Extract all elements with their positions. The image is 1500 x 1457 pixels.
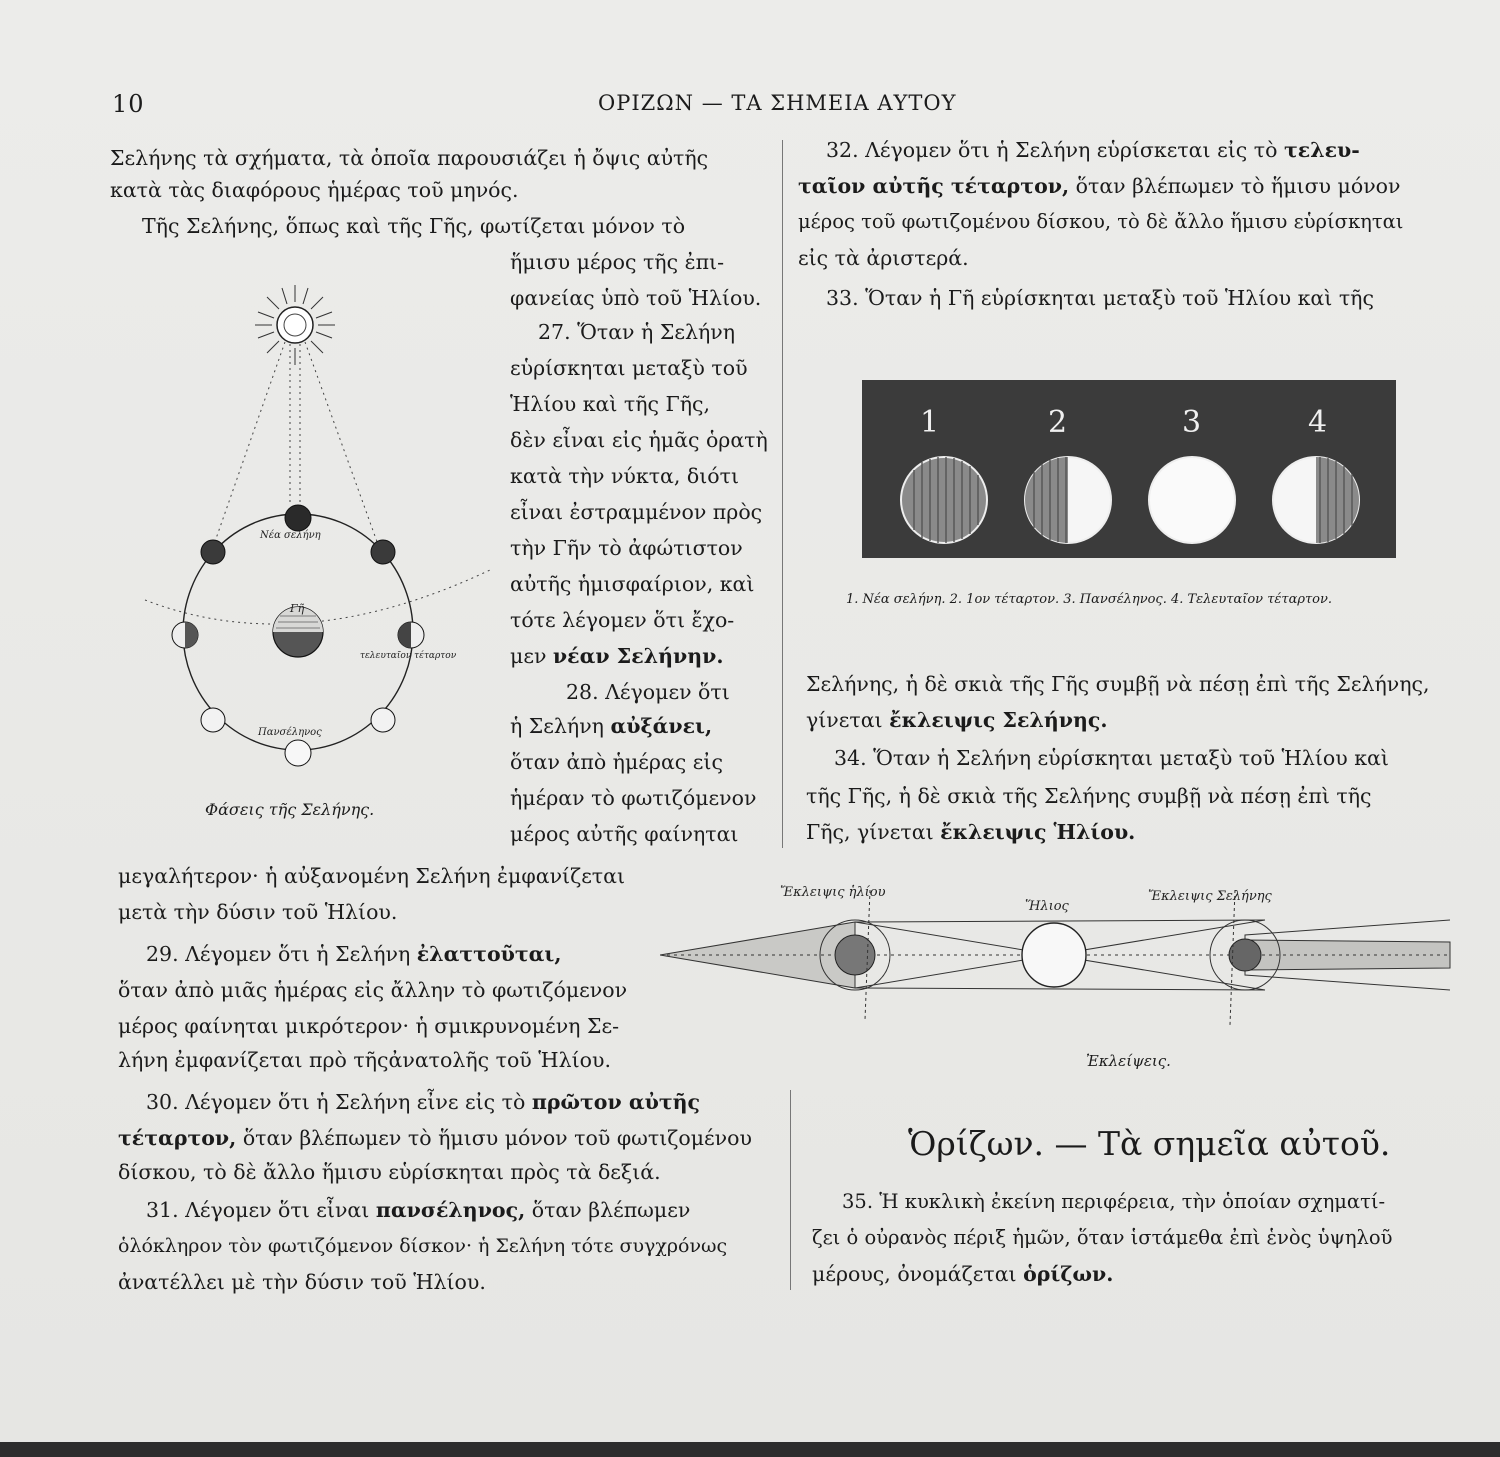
text-line: ὅταν ἀπὸ ἡμέρας εἰς — [510, 750, 723, 774]
text-line: ἡμέραν τὸ φωτιζόμενον — [510, 786, 757, 810]
text-line: εἰς τὰ ἀριστερά. — [798, 246, 969, 270]
text-span: μεν — [510, 644, 553, 668]
label-last-quarter: τελευταῖον τέταρτον — [360, 651, 457, 661]
term-horizon: ὁρίζων. — [1023, 1262, 1114, 1286]
text-line: τῆς Γῆς, ἡ δὲ σκιὰ τῆς Σελήνης συμβῇ νὰ πέσῃ ἐπὶ τῆς — [806, 784, 1372, 808]
text-line: μέρος αὐτῆς φαίνηται — [510, 822, 739, 846]
text-line: κατὰ τὰς διαφόρους ἡμέρας τοῦ μηνός. — [110, 178, 519, 202]
text-line — [806, 816, 1135, 848]
text-line — [118, 1122, 752, 1154]
moon-phases-diagram — [140, 280, 510, 780]
term-solar-eclipse: ἔκλειψις Ἡλίου. — [940, 820, 1136, 844]
text-line: μέρος τοῦ φωτιζομένου δίσκου, τὸ δὲ ἄλλο ἥμισυ εὑρίσκηται — [798, 210, 1404, 233]
column-rule-top — [782, 140, 783, 848]
text-line: 35. Ἡ κυκλικὴ ἐκείνη περιφέρεια, τὴν ὁποίαν σχηματί- — [842, 1190, 1386, 1213]
text-line: ὁλόκληρον τὸν φωτιζόμενον δίσκον· ἡ Σελήνη τότε συγχρόνως — [118, 1235, 728, 1257]
text-line: δὲν εἶναι εἰς ἡμᾶς ὁρατὴ — [510, 428, 768, 452]
text-span: 32. Λέγομεν ὅτι ἡ Σελήνη εὑρίσκεται εἰς τὸ — [826, 138, 1284, 162]
text-line — [806, 704, 1108, 736]
text-line: μετὰ τὴν δύσιν τοῦ Ἡλίου. — [118, 900, 398, 924]
eclipse-caption: Ἐκλείψεις. — [1086, 1052, 1171, 1070]
text-line: τότε λέγομεν ὅτι ἔχο- — [510, 608, 735, 632]
text-span: 29. Λέγομεν ὅτι ἡ Σελήνη — [146, 942, 417, 966]
term-first-quarter-2: τέταρτον, — [118, 1126, 237, 1150]
term-waning: ἐλαττοῦται, — [416, 942, 562, 966]
text-line: ζει ὁ οὐρανὸς πέριξ ἡμῶν, ὅταν ἱστάμεθα ἐπὶ ἑνὸς ὑψηλοῦ — [812, 1226, 1393, 1249]
text-line: λήνη ἐμφανίζεται πρὸ τῆςἀνατολῆς τοῦ Ἡλίου. — [118, 1048, 611, 1072]
label-solar-eclipse: Ἔκλειψις ἡλίου — [780, 885, 886, 900]
text-line: φανείας ὑπὸ τοῦ Ἡλίου. — [510, 286, 762, 310]
term-full-moon: πανσέληνος, — [375, 1198, 526, 1222]
text-line: 34. Ὅταν ἡ Σελήνη εὑρίσκηται μεταξὺ τοῦ Ἡλίου καὶ — [834, 746, 1389, 770]
text-line — [146, 1086, 700, 1118]
text-line: Τῆς Σελήνης, ὅπως καὶ τῆς Γῆς, φωτίζεται μόνον τὸ — [142, 214, 686, 238]
term-waxing: αὐξάνει, — [610, 714, 713, 738]
text-line: αὐτῆς ἡμισφαίριον, καὶ — [510, 572, 755, 596]
text-line: Ἡλίου καὶ τῆς Γῆς, — [510, 392, 711, 416]
text-line: μεγαλήτερον· ἡ αὐξανομένη Σελήνη ἐμφανίζεται — [118, 864, 626, 888]
phase-number: 1 — [920, 405, 940, 440]
label-earth: Γῆ — [290, 602, 305, 615]
phase-number: 3 — [1182, 405, 1202, 440]
text-span: ὅταν βλέπωμεν τὸ ἥμισυ μόνον τοῦ φωτιζομένου — [236, 1126, 752, 1150]
text-line — [146, 1194, 690, 1226]
label-new-moon: Νέα σελήνη — [260, 530, 321, 541]
running-title: ΟΡΙΖΩΝ — ΤΑ ΣΗΜΕΙΑ ΑΥΤΟΥ — [598, 91, 957, 115]
text-line: ἥμισυ μέρος τῆς ἐπι- — [510, 250, 725, 274]
phase-number: 2 — [1048, 405, 1068, 440]
scan-edge — [0, 1442, 1500, 1457]
text-line: ὅταν ἀπὸ μιᾶς ἡμέρας εἰς ἄλλην τὸ φωτιζόμενον — [118, 978, 628, 1002]
text-line — [826, 134, 1360, 166]
text-span: γίνεται — [806, 708, 890, 732]
text-span: 31. Λέγομεν ὅτι εἶναι — [146, 1198, 376, 1222]
moon-phases-panel — [862, 380, 1396, 558]
eclipse-diagram — [660, 880, 1460, 1040]
term-last-quarter-2: ταῖον αὐτῆς τέταρτον, — [798, 174, 1070, 198]
text-line: 28. Λέγομεν ὅτι — [566, 680, 730, 704]
text-line: Σελήνης τὰ σχήματα, τὰ ὁποῖα παρουσιάζει ἡ ὄψις αὐτῆς — [110, 146, 709, 170]
text-line — [510, 640, 723, 672]
text-line: εἶναι ἐστραμμένον πρὸς — [510, 500, 763, 524]
moons-caption: 1. Νέα σελήνη. 2. 1ον τέταρτον. 3. Πανσέληνος. 4. Τελευταῖον τέταρτον. — [846, 592, 1333, 607]
phases-caption: Φάσεις τῆς Σελήνης. — [205, 800, 375, 819]
label-lunar-eclipse: Ἔκλειψις Σελήνης — [1148, 889, 1272, 904]
text-line — [812, 1258, 1113, 1290]
text-line: τὴν Γῆν τὸ ἀφώτιστον — [510, 536, 743, 560]
page-number: 10 — [112, 90, 145, 118]
text-line: 33. Ὅταν ἡ Γῆ εὑρίσκηται μεταξὺ τοῦ Ἡλίου καὶ τῆς — [826, 286, 1374, 310]
text-span: ὅταν βλέπωμεν — [525, 1198, 691, 1222]
section-title: Ὁρίζων. — Τὰ σημεῖα αὐτοῦ. — [908, 1124, 1391, 1163]
text-span: 30. Λέγομεν ὅτι ἡ Σελήνη εἶνε εἰς τὸ — [146, 1090, 532, 1114]
text-line: ἀνατέλλει μὲ τὴν δύσιν τοῦ Ἡλίου. — [118, 1270, 486, 1294]
term-new-moon: νέαν Σελήνην. — [552, 644, 724, 668]
text-line: μέρος φαίνηται μικρότερον· ἡ σμικρυνομένη Σε- — [118, 1014, 619, 1038]
text-span: μέρους, ὀνομάζεται — [812, 1262, 1024, 1286]
text-line: 27. Ὅταν ἡ Σελήνη — [538, 320, 735, 344]
text-line — [146, 938, 561, 970]
sun-icon — [255, 285, 335, 365]
text-span: Γῆς, γίνεται — [806, 820, 941, 844]
label-sun: Ἥλιος — [1025, 899, 1069, 914]
term-last-quarter: τελευ- — [1283, 138, 1360, 162]
text-line: δίσκου, τὸ δὲ ἄλλο ἥμισυ εὑρίσκηται πρὸς τὰ δεξιά. — [118, 1160, 661, 1184]
label-full-moon: Πανσέληνος — [258, 727, 322, 738]
text-line — [798, 170, 1400, 202]
text-line: κατὰ τὴν νύκτα, διότι — [510, 464, 740, 488]
phase-number: 4 — [1308, 405, 1328, 440]
column-rule-bottom — [790, 1090, 791, 1290]
term-lunar-eclipse: ἔκλειψις Σελήνης. — [889, 708, 1108, 732]
text-span: ἡ Σελήνη — [510, 714, 611, 738]
text-line: εὑρίσκηται μεταξὺ τοῦ — [510, 356, 748, 380]
text-line — [510, 710, 712, 742]
term-first-quarter: πρῶτον αὐτῆς — [531, 1090, 701, 1114]
text-line: Σελήνης, ἡ δὲ σκιὰ τῆς Γῆς συμβῇ νὰ πέσῃ ἐπὶ τῆς Σελήνης, — [806, 672, 1430, 696]
text-span: ὅταν βλέπωμεν τὸ ἥμισυ μόνον — [1069, 174, 1401, 198]
